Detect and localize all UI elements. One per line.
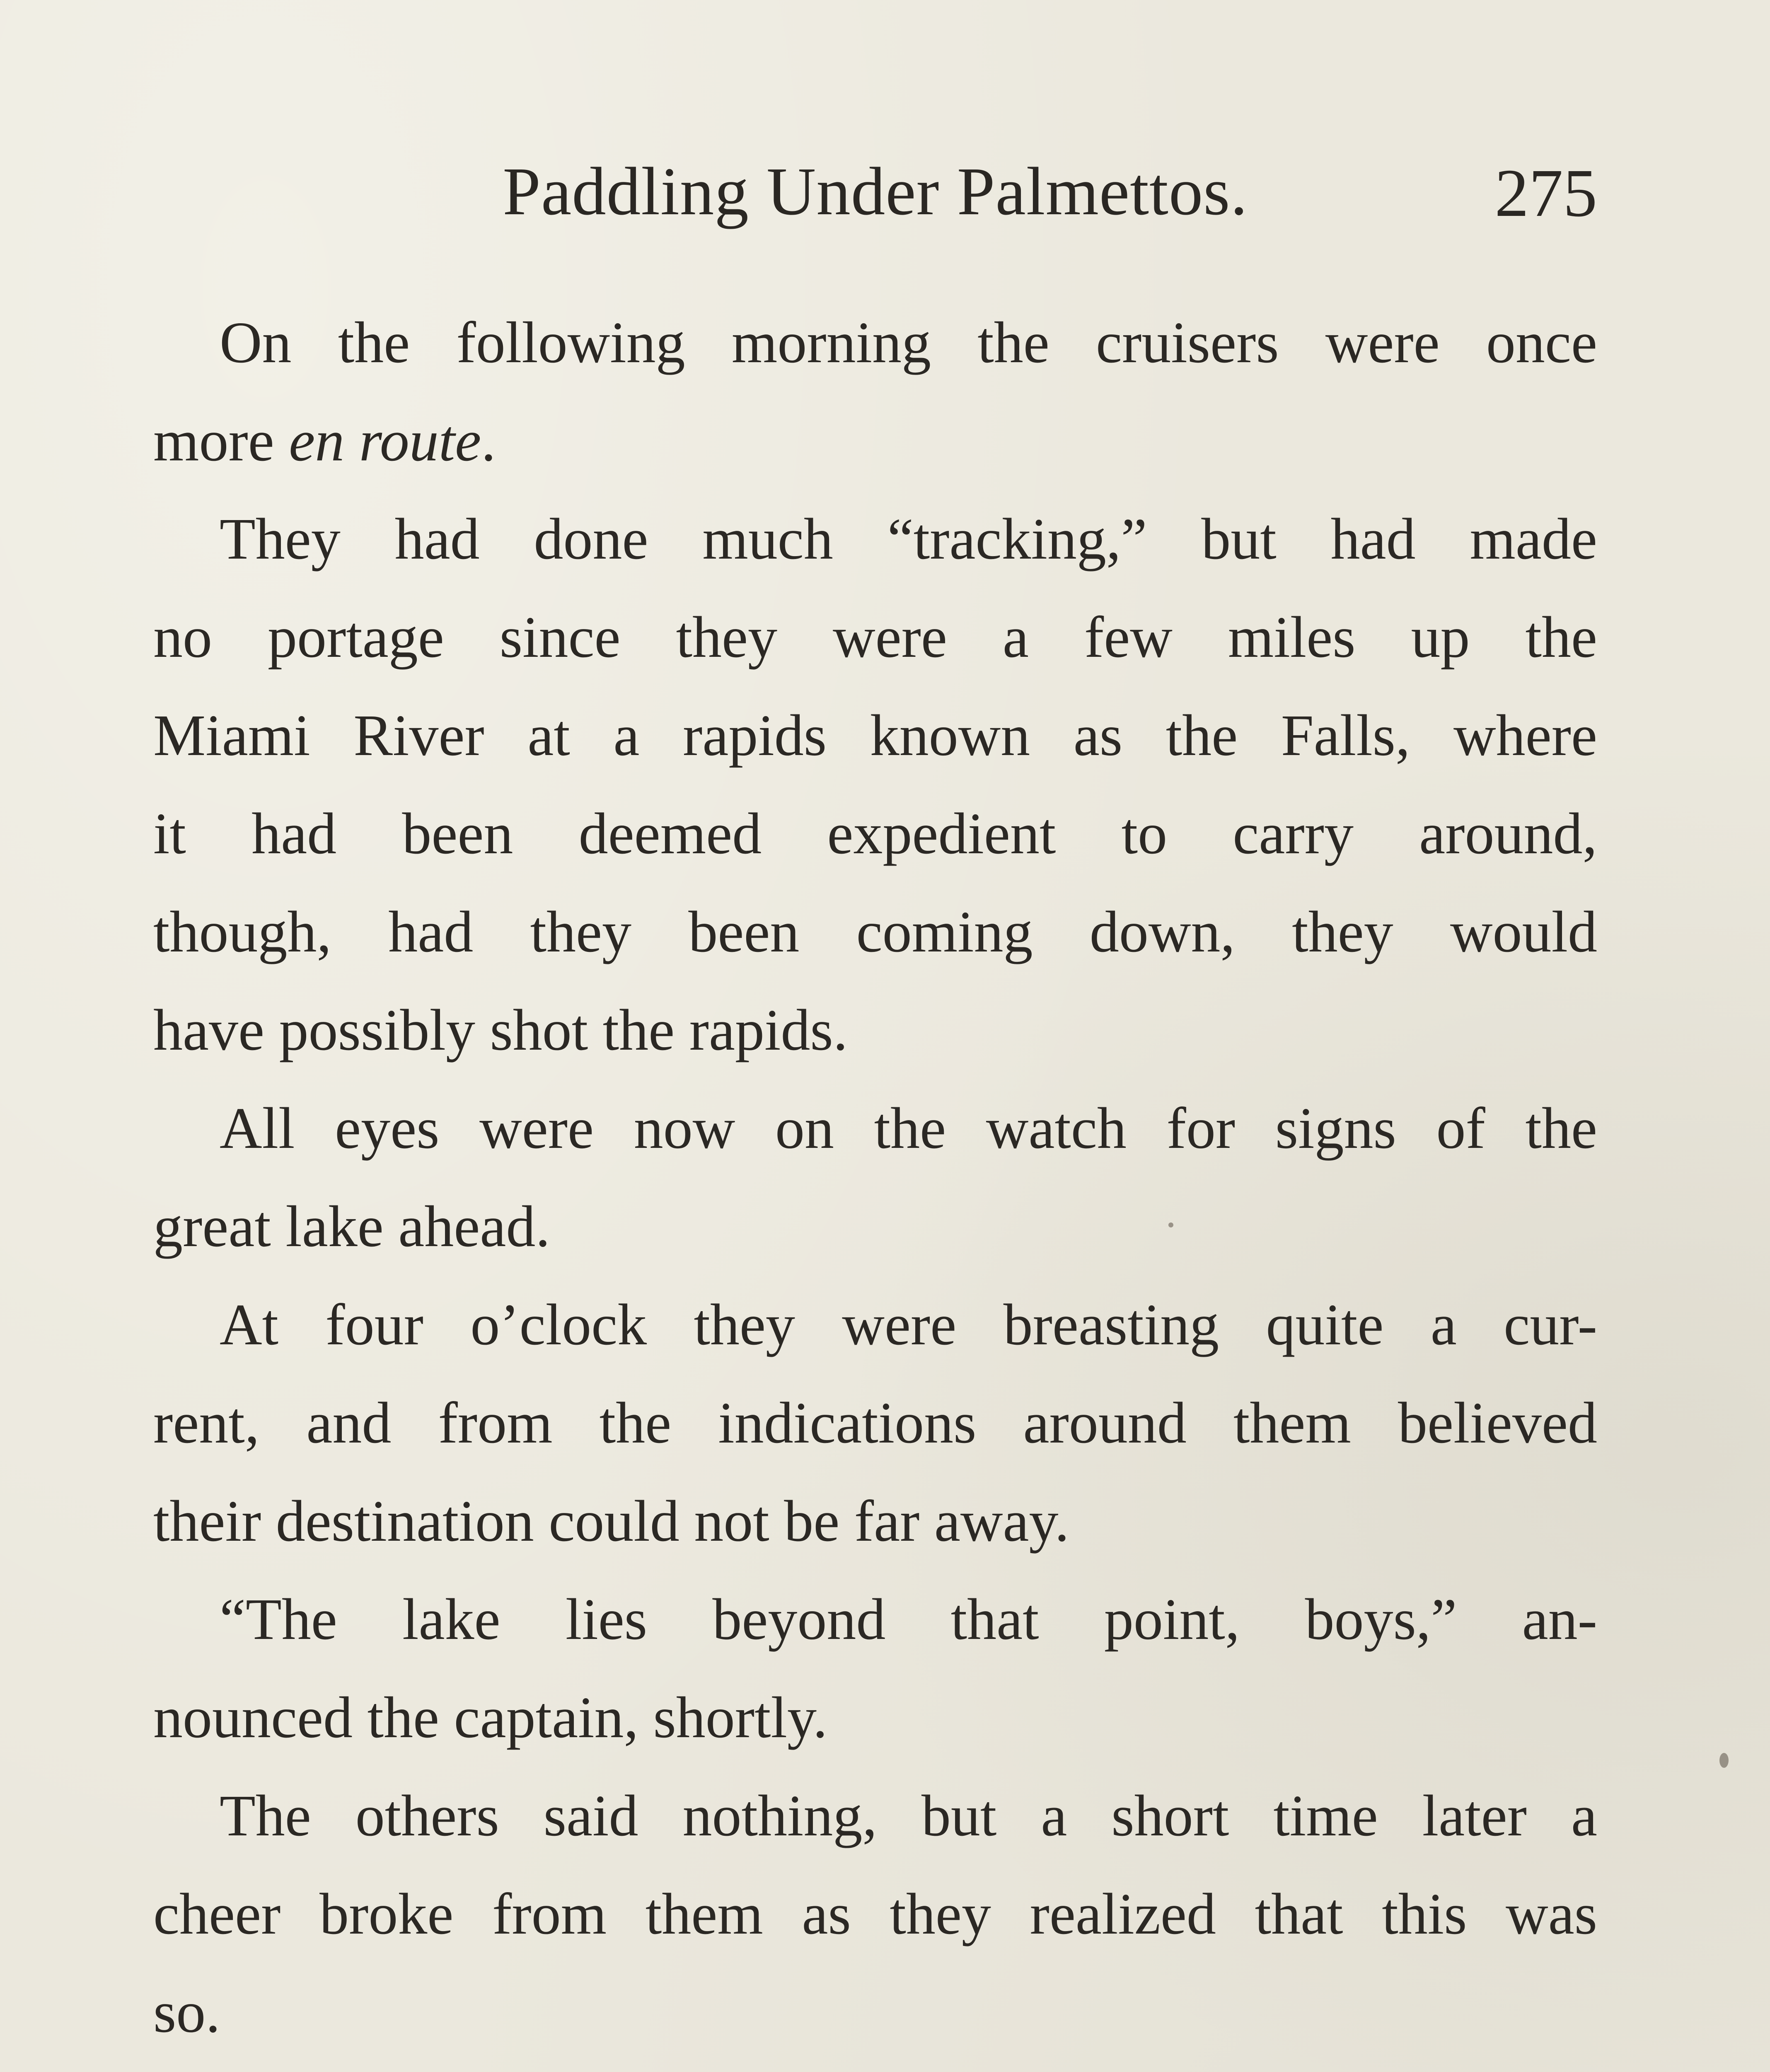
text-line: great lake ahead. [153, 1193, 550, 1259]
text-line: “The lake lies beyond that point, boys,” an- [220, 1586, 1597, 1652]
text-line: At four o’clock they were breasting quite a cur- [220, 1292, 1597, 1357]
text-line: nounced the captain, shortly. [153, 1685, 828, 1750]
paper-speck [1719, 1753, 1729, 1768]
text-line: rent, and from the indications around them believed [153, 1390, 1597, 1455]
body-text [153, 293, 1597, 2072]
page-number: 275 [1494, 155, 1597, 231]
text-line: their destination could not be far away. [153, 1488, 1069, 1554]
paper-speck [1168, 1222, 1173, 1227]
italic-phrase: en route [289, 408, 481, 473]
text-line: have possibly shot the rapids. [153, 997, 848, 1063]
text-line: no portage since they were a few miles up the [153, 604, 1597, 670]
text-line: The others said nothing, but a short time later a [220, 1783, 1597, 1848]
text-line: cheer broke from them as they realized that this was [153, 1881, 1597, 1946]
text-line: They had done much “tracking,” but had made [220, 506, 1597, 571]
text-line: On the following morning the cruisers were once [220, 310, 1597, 375]
text-line [153, 392, 1597, 490]
text-line: Miami River at a rapids known as the Falls, where [153, 702, 1597, 768]
text-line: though, had they been coming down, they would [153, 899, 1597, 964]
text-line: it had been deemed expedient to carry around, [153, 801, 1597, 866]
text-line [153, 2061, 1597, 2072]
running-title: Paddling Under Palmettos. [503, 153, 1248, 229]
running-head [153, 150, 1597, 233]
text-line: so. [153, 1979, 220, 2045]
text-line: All eyes were now on the watch for signs of the [220, 1095, 1597, 1161]
text-fragment: more en route. [153, 408, 496, 473]
